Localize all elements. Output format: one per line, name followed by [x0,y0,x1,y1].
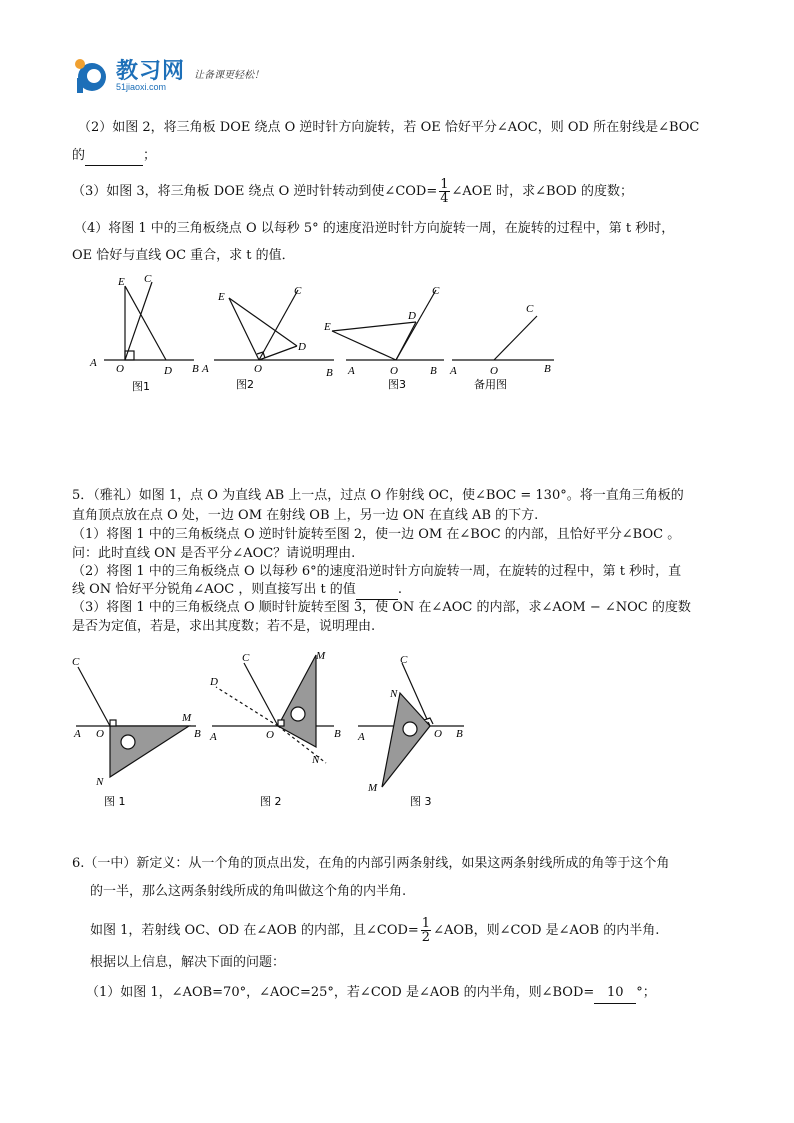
fig3-label-b: B [456,728,463,740]
fig4-label-o: O [490,365,498,377]
q6-line1: 6.（一中）新定义：从一个角的顶点出发，在角的内部引两条射线，如果这两条射线所成的角等于这个角 [72,856,670,871]
fig3-label-o: O [390,365,398,377]
q6-line5-prefix: （1）如图 1，∠AOB=70°，∠AOC=25°，若∠COD 是∠AOB 的内半角，则∠BOD= [86,985,595,1000]
fig2-label-c: C [294,285,302,297]
q6-line3 [90,917,659,944]
q4-part2-prefix: 的 [72,148,86,163]
fig1-label-b: B [194,728,201,740]
fig1-label-a: A [74,728,81,740]
fig1-caption: 图 1 [104,795,126,808]
q5-line3: （1）将图 1 中的三角板绕点 O 逆时针旋转至图 2，使一边 OM 在∠BOC 的内部，且恰好平分∠BOC 。 [72,527,681,542]
q6-line5-suffix: °； [636,985,656,1000]
fig3-label-e: E [324,321,331,333]
fig2-label-c: C [242,652,250,664]
logo-mark-icon [72,56,112,94]
fig2-label-b: B [334,728,341,740]
q4-part4-line2: OE 恰好与直线 OC 重合，求 t 的值． [72,248,295,263]
fig3-label-c: C [432,285,440,297]
logo-slogan: 让备课更轻松！ [194,70,264,81]
fraction-numerator: 1 [440,177,449,192]
q4-part3-suffix: ∠AOE 时，求∠BOD 的度数； [451,184,633,199]
fig1-right-angle [110,720,116,726]
q4-part3-fraction [439,178,449,205]
fig4-label-b: B [544,363,551,375]
fig2-ray-oc [259,290,298,360]
fig3-label-n: N [390,688,398,700]
fraction-denominator: 4 [440,191,449,206]
fig3-segment-oe [332,331,396,360]
logo-brand: 教习网 [116,59,186,84]
fig3-label-o: O [434,728,442,740]
fig1-ray-oc [78,667,110,726]
q5-line7: （3）将图 1 中的三角板绕点 O 顺时针旋转至图 3，使 ON 在∠AOC 的内部，求∠AOM − ∠NOC 的度数 [72,600,691,615]
fig2-label-o: O [254,363,262,375]
fig3-caption: 图3 [388,378,406,391]
q5-line8: 是否为定值，若是，求出其度数；若不是，说明理由. [72,619,376,634]
q6-answer: 10 [594,983,636,1004]
q6-fraction [421,917,431,944]
fig1-label-b: B [192,363,199,375]
q5-line1: 5．（雅礼）如图 1，点 O 为直线 AB 上一点，过点 O 作射线 OC，使∠BOC = 130°。将一直角三角板的 [72,488,684,503]
fig1-label-a: A [90,357,97,369]
fig1-label-n: N [96,776,104,788]
q5-figures [64,645,484,810]
fig2-segment-oe [229,298,259,360]
fig2-label-a: A [210,731,217,743]
fraction-denominator: 2 [421,930,431,945]
q5-line6 [72,580,402,600]
fig2-segment-ed [229,298,297,346]
q4-part2-blank[interactable] [85,149,143,166]
q4-part4-line1: （4）将图 1 中的三角板绕点 O 以每秒 5° 的速度沿逆时针方向旋转一周，在旋转的过程中，第 t 秒时， [74,221,675,236]
fig3-label-m: M [368,782,378,794]
fig1-label-o: O [116,363,124,375]
fig2-ray-od [216,687,278,726]
fig1-caption: 图1 [132,380,150,393]
q5-line6-prefix: 线 ON 恰好平分锐角∠AOC ，则直接写出 t 的值 [72,582,356,597]
q4-part3-prefix: （3）如图 3，将三角板 DOE 绕点 O 逆时针转动到使∠COD= [72,184,438,199]
fig3-ray-oc [396,290,436,360]
q5-line2: 直角顶点放在点 O 处，一边 OM 在射线 OB 上，另一边 ON 在直线 AB 的下方. [72,508,539,523]
fig2-caption: 图2 [236,378,254,391]
q6-line5 [86,983,656,1004]
fig4-label-a: A [450,365,457,377]
fig2-label-a: A [202,363,209,375]
fig1-label-d: D [164,365,172,377]
logo-domain: 51jiaoxi.com [116,82,167,92]
fig1-label-c: C [72,656,80,668]
fig2-label-b: B [326,367,333,379]
fig3-label-b: B [430,365,437,377]
q4-part3 [72,178,633,205]
fig4-label-c: C [526,303,534,315]
fig1-segment-ed [125,286,166,360]
q4-figures [84,268,564,398]
fig2-label-d: D [298,341,306,353]
q5-line4: 问：此时直线 ON 是否平分∠AOC？请说明理由. [72,546,356,561]
fig3-label-c: C [400,654,408,666]
q6-line4: 根据以上信息，解决下面的问题： [90,955,286,970]
fig3-caption: 图 3 [410,795,432,808]
q4-part2-suffix: ； [143,148,157,163]
q5-line5: （2）将图 1 中的三角板绕点 O 以每秒 6°的速度沿逆时针方向旋转一周，在旋转的过程中，第 t 秒时，直 [72,564,682,579]
fig2-triangle [278,655,316,747]
fig2-label-n: N [312,754,320,766]
fig2-triangle-hole [291,707,305,721]
fig3-label-a: A [358,731,365,743]
fig2-label-m: M [316,650,326,662]
q4-part2-line1: （2）如图 2，将三角板 DOE 绕点 O 逆时针方向旋转，若 OE 恰好平分∠AOC，则 OD 所在射线是∠BOC [78,120,700,135]
fig2-ray-oc [244,663,278,726]
fig3-triangle [382,693,430,787]
fig2-label-e: E [218,291,225,303]
fig2-label-o: O [266,729,274,741]
fig1-triangle [110,726,189,777]
fig2-right-angle [278,720,284,726]
fig2-caption: 图 2 [260,795,282,808]
q4-part2-line2 [72,146,156,166]
fig1-label-e: E [118,276,125,288]
fig4-ray-oc [494,316,537,360]
fig3-triangle-hole [403,722,417,736]
fraction-numerator: 1 [421,916,431,931]
fig4-caption: 备用图 [474,378,507,391]
q6-line3-prefix: 如图 1，若射线 OC、OD 在∠AOB 的内部，且∠COD= [90,923,419,938]
q6-line2: 的一半，那么这两条射线所成的角叫做这个角的内半角. [90,884,407,899]
q6-line3-suffix: ∠AOB，则∠COD 是∠AOB 的内半角. [433,923,660,938]
site-logo [72,54,312,96]
fig3-segment-ed [332,322,416,331]
fig1-label-m: M [182,712,192,724]
fig3-label-d: D [408,310,416,322]
fig1-label-o: O [96,728,104,740]
fig1-triangle-hole [121,735,135,749]
q5-line6-suffix: . [397,582,402,597]
fig3-label-a: A [348,365,355,377]
fig2-label-d: D [210,676,218,688]
fig1-label-c: C [144,273,152,285]
